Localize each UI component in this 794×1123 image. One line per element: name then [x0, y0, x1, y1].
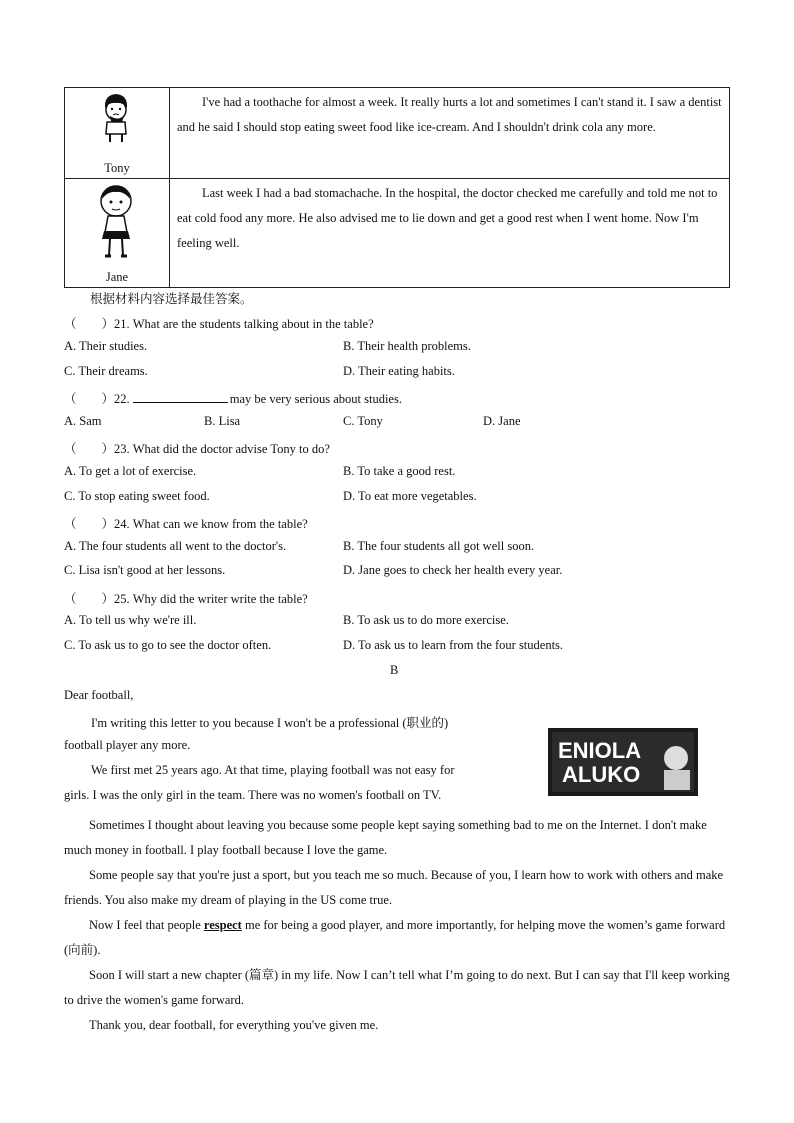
option[interactable]: C. Tony: [343, 414, 383, 428]
person-statement: I've had a toothache for almost a week. It really hurts a lot and sometimes I can't stand it. I saw a dentist and he said I should stop eating sweet food like ice-cream. And I shouldn't drink cola any more.: [170, 88, 730, 179]
paragraph-text: Now I feel that people: [89, 918, 204, 932]
section-heading: B: [390, 663, 399, 677]
option[interactable]: A. To get a lot of exercise.: [64, 464, 197, 478]
boy-cartoon-icon: [96, 92, 136, 144]
option[interactable]: D. To eat more vegetables.: [343, 489, 477, 503]
jane-cell: [65, 179, 170, 288]
option[interactable]: C. To stop eating sweet food.: [64, 489, 210, 503]
option[interactable]: B. To ask us to do more exercise.: [343, 613, 509, 627]
option[interactable]: B. Lisa: [204, 414, 241, 428]
highlighted-word: respect: [203, 918, 242, 932]
question-stem: （ ）24. What can we know from the table?: [64, 517, 308, 531]
option[interactable]: B. To take a good rest.: [343, 464, 456, 478]
logo-text-1: ENIOLA: [558, 738, 642, 763]
person-name: Tony: [104, 161, 130, 175]
option[interactable]: D. Jane: [483, 414, 521, 428]
paragraph: Soon I will start a new chapter (篇章) in my life. Now I can’t tell what I’m going to do next. But I can say that I'll keep working to drive the women's game forward.: [64, 968, 730, 1007]
option[interactable]: A. The four students all went to the doctor's.: [64, 539, 287, 553]
option[interactable]: D. Their eating habits.: [343, 364, 455, 378]
paragraph-line: girls. I was the only girl in the team. There was no women's football on TV.: [64, 788, 442, 802]
option[interactable]: A. Their studies.: [64, 339, 148, 353]
paragraph: Thank you, dear football, for everything you've given me.: [89, 1018, 379, 1032]
paragraph: Sometimes I thought about leaving you because some people kept saying something bad to me on the Internet. I don't make much money in football. I play football because I love the game.: [64, 818, 707, 857]
paragraph-line: We first met 25 years ago. At that time, playing football was not easy for: [91, 763, 455, 777]
person-statement: Last week I had a bad stomachache. In the hospital, the doctor checked me carefully and told me not to eat cold food any more. He also advised me to lie down and get a good rest when I went home. Now I'm feeling well.: [170, 179, 730, 288]
question-number: （ ）22.: [64, 392, 133, 406]
option[interactable]: C. To ask us to go to see the doctor often.: [64, 638, 272, 652]
option[interactable]: C. Their dreams.: [64, 364, 148, 378]
instruction: 根据材料内容选择最佳答案。: [90, 292, 253, 306]
answer-blank[interactable]: [133, 391, 228, 403]
option[interactable]: B. Their health problems.: [343, 339, 471, 353]
letter-salutation: Dear football,: [64, 688, 134, 702]
option[interactable]: D. To ask us to learn from the four students.: [343, 638, 564, 652]
question-text: may be very serious about studies.: [229, 392, 402, 406]
option[interactable]: D. Jane goes to check her health every year.: [343, 563, 563, 577]
question-stem: （ ）25. Why did the writer write the table?: [64, 592, 308, 606]
question-stem: [64, 389, 402, 407]
table-row: [65, 179, 730, 288]
tony-cell: [65, 88, 170, 179]
eniola-aluko-logo: [548, 718, 698, 796]
paragraph: [64, 913, 730, 963]
girl-cartoon-icon: [94, 183, 138, 261]
paragraph: Some people say that you're just a sport, but you teach me so much. Because of you, I learn how to work with others and make friends. You also make my dream of playing in the US come true.: [64, 868, 724, 907]
person-name: Jane: [105, 270, 129, 284]
question-stem: （ ）23. What did the doctor advise Tony to do?: [64, 442, 330, 456]
option[interactable]: C. Lisa isn't good at her lessons.: [64, 563, 226, 577]
paragraph-line: football player any more.: [64, 738, 191, 752]
paragraph-line: I'm writing this letter to you because I won't be a professional (职业的): [91, 716, 449, 730]
option[interactable]: A. To tell us why we're ill.: [64, 613, 197, 627]
option[interactable]: B. The four students all got well soon.: [343, 539, 535, 553]
paragraph-text: me for being a good player, and more importantly, for helping move the women’s game forward (向前).: [64, 918, 726, 957]
table-row: [65, 88, 730, 179]
people-table: [64, 87, 730, 288]
question-stem: （ ）21. What are the students talking about in the table?: [64, 317, 374, 331]
logo-text-2: ALUKO: [562, 762, 641, 787]
logo-image-icon: [548, 718, 698, 796]
option[interactable]: A. Sam: [64, 414, 102, 428]
